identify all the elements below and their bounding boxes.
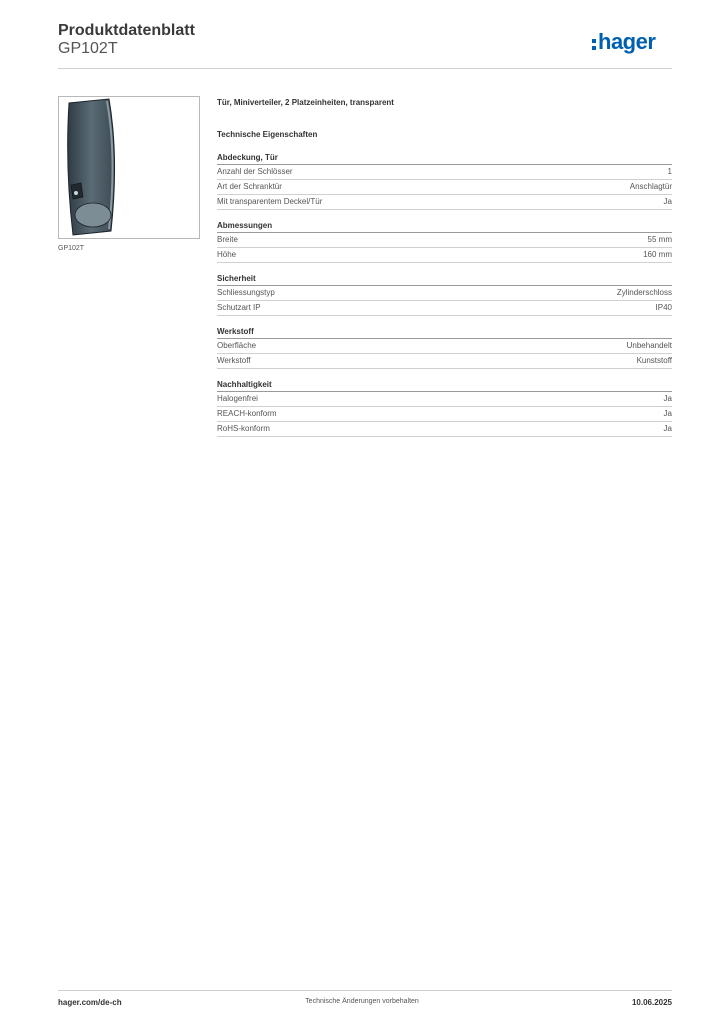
spec-row: [217, 422, 672, 437]
spec-row: [217, 354, 672, 369]
spec-value: 55 mm: [647, 235, 672, 244]
spec-row: [217, 392, 672, 407]
logo-text: hager: [598, 29, 656, 54]
spec-label: REACH-konform: [217, 409, 277, 418]
spec-row: [217, 165, 672, 180]
footer-url-link[interactable]: hager.com/de-ch: [58, 998, 122, 1007]
spec-section: [217, 326, 672, 369]
section-title: Sicherheit: [217, 273, 672, 286]
product-code: GP102T: [58, 40, 118, 57]
spec-value: Zylinderschloss: [616, 288, 672, 297]
page-title: Produktdatenblatt: [58, 22, 195, 39]
spec-label: Oberfläche: [217, 341, 257, 350]
spec-section: [217, 220, 672, 263]
section-title: Nachhaltigkeit: [217, 379, 672, 392]
spec-label: Schutzart IP: [217, 303, 261, 312]
spec-section: [217, 152, 672, 210]
spec-value: IP40: [655, 303, 672, 312]
spec-label: Art der Schranktür: [217, 182, 282, 191]
product-image: [58, 96, 200, 239]
section-title: Werkstoff: [217, 326, 672, 339]
spec-value: 160 mm: [643, 250, 672, 259]
enclosure-door-icon: [59, 97, 199, 238]
spec-row: [217, 286, 672, 301]
spec-label: Höhe: [217, 250, 237, 259]
spec-value: Kunststoff: [636, 356, 672, 365]
section-title: Abdeckung, Tür: [217, 152, 672, 165]
tech-heading: Technische Eigenschaften: [217, 130, 318, 139]
spec-row: [217, 339, 672, 354]
spec-section: [217, 379, 672, 437]
spec-row: [217, 180, 672, 195]
spec-row: [217, 233, 672, 248]
spec-value: 1: [667, 167, 672, 176]
spec-label: Breite: [217, 235, 238, 244]
spec-label: RoHS-konform: [217, 424, 270, 433]
spec-row: [217, 301, 672, 316]
spec-value: Ja: [663, 197, 672, 206]
spec-label: Werkstoff: [217, 356, 251, 365]
section-title: Abmessungen: [217, 220, 672, 233]
image-caption: GP102T: [58, 245, 85, 252]
footer-notice: Technische Änderungen vorbehalten: [305, 998, 419, 1005]
spec-value: Ja: [663, 424, 672, 433]
spec-value: Ja: [663, 409, 672, 418]
spec-value: Anschlagtür: [629, 182, 672, 191]
spec-label: Mit transparentem Deckel/Tür: [217, 197, 323, 206]
spec-label: Anzahl der Schlösser: [217, 167, 293, 176]
spec-row: [217, 248, 672, 263]
logo-dots-icon: [592, 39, 596, 50]
spec-row: [217, 407, 672, 422]
header-divider: [58, 68, 672, 69]
spec-value: Ja: [663, 394, 672, 403]
hager-logo: [592, 26, 655, 58]
footer-divider: [58, 990, 672, 991]
spec-value: Unbehandelt: [626, 341, 672, 350]
spec-label: Schliessungstyp: [217, 288, 275, 297]
spec-row: [217, 195, 672, 210]
footer-date: 10.06.2025: [631, 998, 672, 1007]
spec-content: [217, 96, 672, 437]
product-description: Tür, Miniverteiler, 2 Platzeinheiten, transparent: [217, 98, 394, 107]
spec-label: Halogenfrei: [217, 394, 258, 403]
spec-section: [217, 273, 672, 316]
